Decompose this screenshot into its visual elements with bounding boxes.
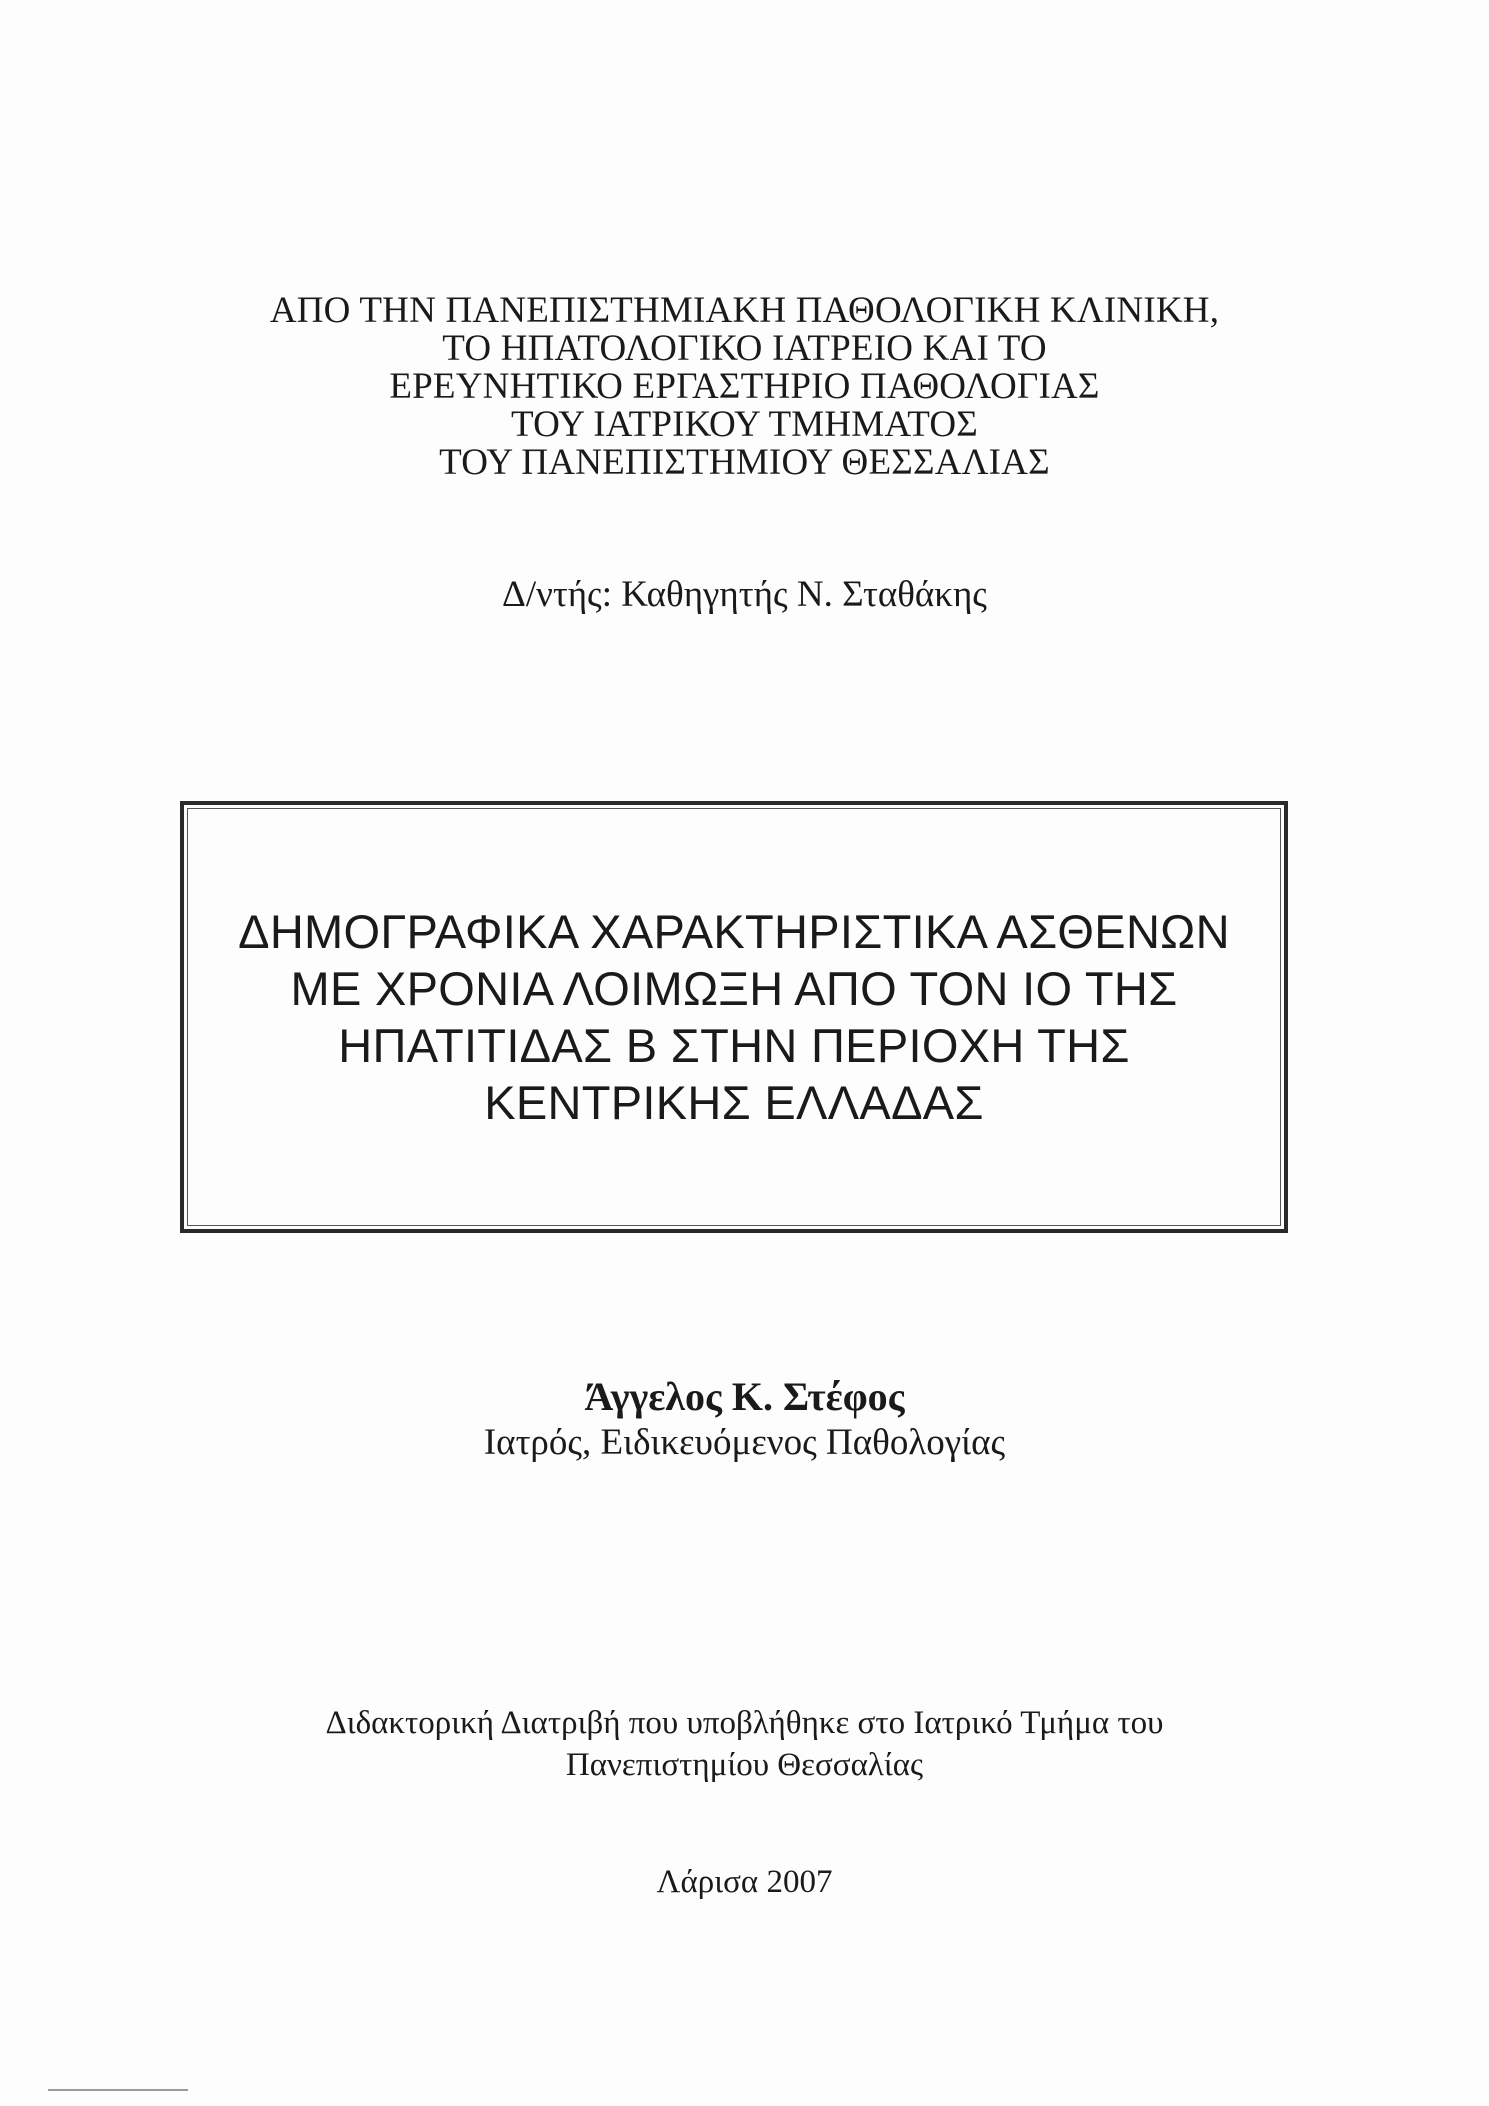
institution-heading (0, 292, 1489, 482)
institution-line: ΕΡΕΥΝΗΤΙΚΟ ΕΡΓΑΣΤΗΡΙΟ ΠΑΘΟΛΟΓΙΑΣ (389, 366, 1100, 407)
thesis-statement-line: Διδακτορική Διατριβή που υποβλήθηκε στο Ιατρικό Τμήμα του (325, 1705, 1164, 1741)
director-line: Δ/ντής: Καθηγητής Ν. Σταθάκης (502, 574, 987, 615)
scan-artifact-line (48, 2089, 188, 2091)
thesis-title (184, 903, 1284, 1131)
institution-line: ΤΟΥ ΙΑΤΡΙΚΟΥ ΤΜΗΜΑΤΟΣ (510, 404, 979, 445)
thesis-title-box (180, 801, 1288, 1233)
institution-line: ΤΟ ΗΠΑΤΟΛΟΓΙΚΟ ΙΑΤΡΕΙΟ ΚΑΙ ΤΟ (442, 328, 1047, 369)
thesis-statement (0, 1702, 1489, 1786)
thesis-title-line: ΚΕΝΤΡΙΚΗΣ ΕΛΛΑΔΑΣ (484, 1076, 984, 1129)
institution-line: ΑΠΟ ΤΗΝ ΠΑΝΕΠΙΣΤΗΜΙΑΚΗ ΠΑΘΟΛΟΓΙΚΗ ΚΛΙΝΙΚΗ, (269, 290, 1220, 331)
author-role: Ιατρός, Ειδικευόμενος Παθολογίας (483, 1422, 1006, 1463)
place-and-year: Λάρισα 2007 (656, 1864, 833, 1900)
thesis-title-line: ΔΗΜΟΓΡΑΦΙΚΑ ΧΑΡΑΚΤΗΡΙΣΤΙΚΑ ΑΣΘΕΝΩΝ (238, 905, 1230, 958)
thesis-title-line: ΗΠΑΤΙΤΙΔΑΣ Β ΣΤΗΝ ΠΕΡΙΟΧΗ ΤΗΣ (338, 1019, 1130, 1072)
author-name: Άγγελος Κ. Στέφος (584, 1374, 905, 1419)
institution-line: ΤΟΥ ΠΑΝΕΠΙΣΤΗΜΙΟΥ ΘΕΣΣΑΛΙΑΣ (439, 442, 1050, 483)
thesis-statement-line: Πανεπιστημίου Θεσσαλίας (565, 1747, 924, 1783)
thesis-title-line: ΜΕ ΧΡΟΝΙΑ ΛΟΙΜΩΞΗ ΑΠΟ ΤΟΝ ΙΟ ΤΗΣ (290, 962, 1178, 1015)
